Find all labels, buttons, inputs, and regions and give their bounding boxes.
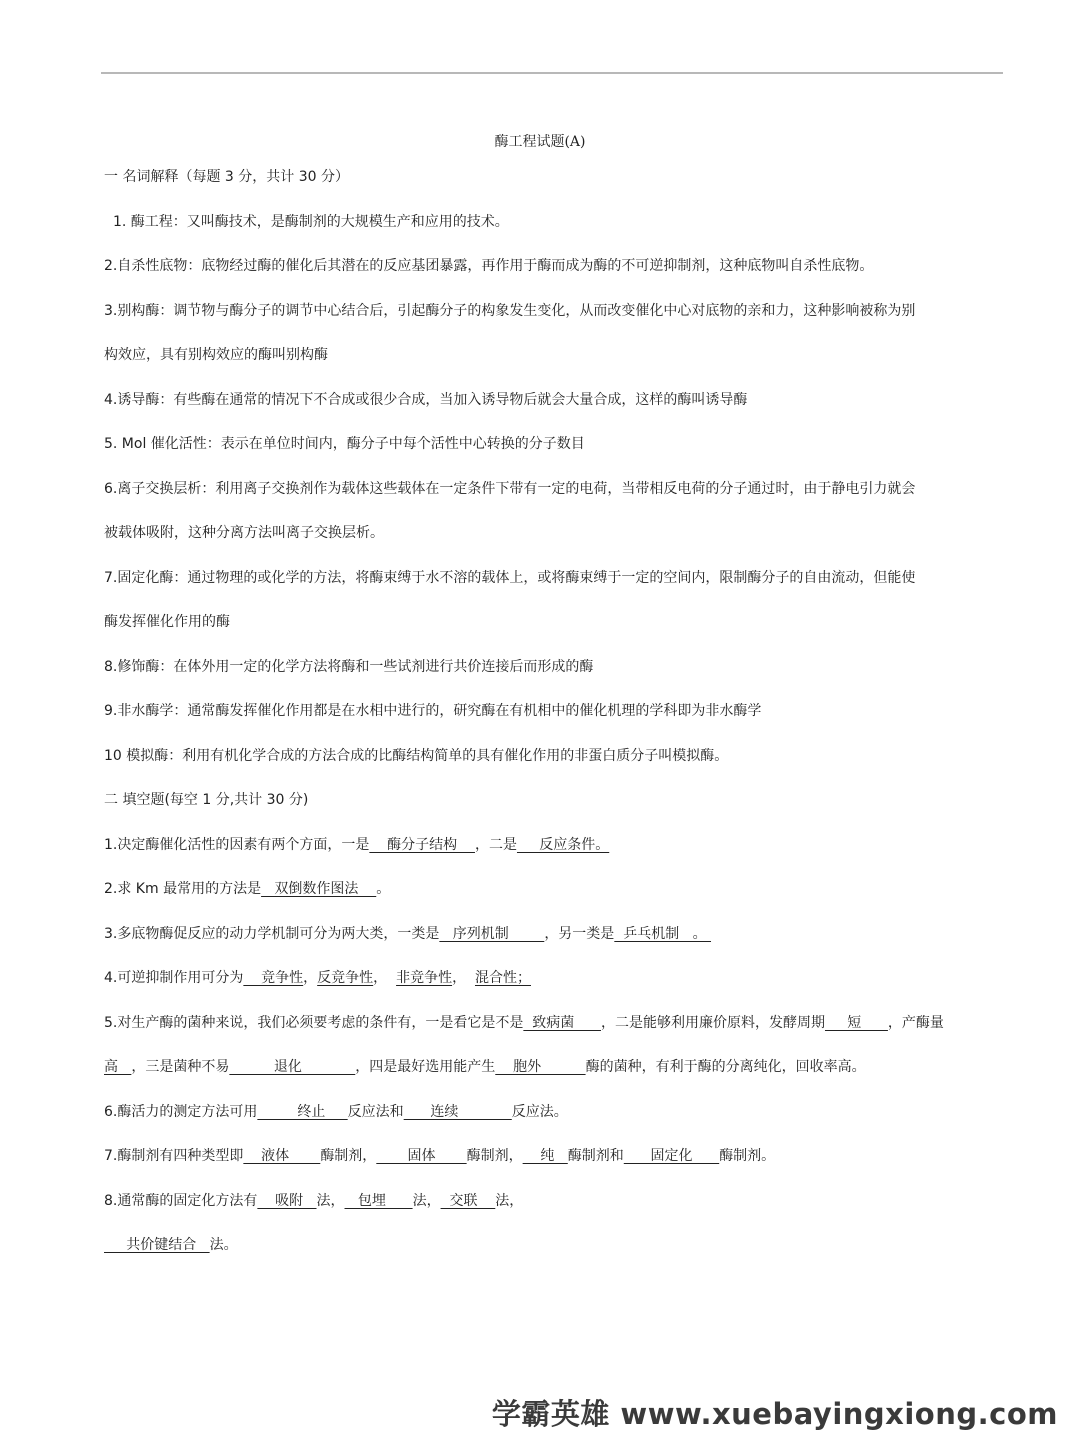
answer-blank: 致病菌 bbox=[523, 1015, 601, 1031]
section-heading-definitions: 一 名词解释（每题 3 分，共计 30 分） bbox=[104, 169, 349, 185]
fill-question-5-line1 bbox=[104, 1013, 1004, 1033]
answer-blank: 混合性； bbox=[474, 970, 531, 986]
fill-question-3 bbox=[104, 924, 1004, 944]
question-text: 酶制剂和 bbox=[567, 1148, 624, 1164]
definition-6-line2: 被载体吸附，这种分离方法叫离子交换层析。 bbox=[104, 525, 384, 541]
answer-blank: 胞外 bbox=[495, 1059, 586, 1075]
question-text: 5.对生产酶的菌种来说，我们必须要考虑的条件有，一是看它是不是 bbox=[104, 1015, 524, 1031]
question-text: 酶制剂， bbox=[320, 1148, 377, 1164]
page-title: 酶工程试题(A) bbox=[494, 134, 586, 150]
site-watermark: 学霸英雄 www.xuebayingxiong.com bbox=[491, 1397, 1058, 1431]
question-text: ，四是最好选用能产生 bbox=[355, 1059, 496, 1075]
definition-1: 1. 酶工程：又叫酶技术，是酶制剂的大规模生产和应用的技术。 bbox=[113, 214, 509, 230]
definition-3-line2: 构效应，具有别构效应的酶叫别构酶 bbox=[104, 347, 328, 363]
question-text: 法， bbox=[495, 1193, 524, 1209]
answer-blank: 高 bbox=[104, 1059, 132, 1075]
fill-question-6 bbox=[104, 1102, 1004, 1122]
question-text: 。 bbox=[376, 881, 391, 897]
question-text: 4.可逆抑制作用可分为 bbox=[104, 970, 244, 986]
question-text: ， bbox=[303, 970, 318, 986]
question-text: 法。 bbox=[209, 1237, 238, 1253]
definition-9: 9.非水酶学：通常酶发挥催化作用都是在水相中进行的，研究酶在有机相中的催化机理的学科即为非水酶学 bbox=[104, 703, 762, 719]
question-text: 2.求 Km 最常用的方法是 bbox=[104, 881, 262, 897]
question-text: 8.通常酶的固定化方法有 bbox=[104, 1193, 258, 1209]
question-text: 7.酶制剂有四种类型即 bbox=[104, 1148, 244, 1164]
answer-blank: 共价键结合 bbox=[104, 1237, 210, 1253]
answer-blank: 非竞争性 bbox=[396, 970, 453, 986]
question-text: 酶制剂， bbox=[466, 1148, 523, 1164]
fill-question-1 bbox=[104, 835, 1004, 855]
definition-7-line2: 酶发挥催化作用的酶 bbox=[104, 614, 230, 630]
question-text: 反应法。 bbox=[511, 1104, 568, 1120]
question-text: 3.多底物酶促反应的动力学机制可分为两大类，一类是 bbox=[104, 926, 440, 942]
question-text: ，二是 bbox=[474, 837, 517, 853]
answer-blank: 乒乓机制 。 bbox=[614, 926, 712, 942]
question-text: ，另一类是 bbox=[544, 926, 615, 942]
section-heading-fill-in: 二 填空题(每空 1 分,共计 30 分) bbox=[104, 792, 309, 808]
answer-blank: 双倒数作图法 bbox=[261, 881, 377, 897]
top-rule bbox=[101, 72, 1003, 74]
question-text: 6.酶活力的测定方法可用 bbox=[104, 1104, 258, 1120]
question-text: 法， bbox=[412, 1193, 441, 1209]
definition-2: 2.自杀性底物：底物经过酶的催化后其潜在的反应基团暴露，再作用于酶而成为酶的不可逆抑制剂，这种底物叫自杀性底物。 bbox=[104, 258, 874, 274]
definition-3-line1: 3.别构酶：调节物与酶分子的调节中心结合后，引起酶分子的构象发生变化，从而改变催化中心对底物的亲和力，这种影响被称为别 bbox=[104, 303, 916, 319]
question-text: 酶制剂。 bbox=[719, 1148, 776, 1164]
answer-blank: 酶分子结构 bbox=[369, 837, 475, 853]
question-text: ，三是菌种不易 bbox=[131, 1059, 230, 1075]
fill-question-2 bbox=[104, 879, 1004, 899]
answer-blank: 吸附 bbox=[257, 1193, 317, 1209]
answer-blank: 固体 bbox=[376, 1148, 467, 1164]
definition-7-line1: 7.固定化酶：通过物理的或化学的方法，将酶束缚于水不溶的载体上，或将酶束缚于一定的空间内，限制酶分子的自由流动，但能使 bbox=[104, 570, 916, 586]
answer-blank: 序列机制 bbox=[439, 926, 545, 942]
answer-blank: 竞争性 bbox=[243, 970, 304, 986]
definition-10: 10 模拟酶：利用有机化学合成的方法合成的比酶结构简单的具有催化作用的非蛋白质分子叫模拟酶。 bbox=[104, 748, 729, 764]
answer-blank: 固定化 bbox=[623, 1148, 720, 1164]
answer-blank: 反竞争性 bbox=[317, 970, 374, 986]
answer-blank: 交联 bbox=[440, 1193, 496, 1209]
answer-blank: 短 bbox=[824, 1015, 888, 1031]
fill-question-7 bbox=[104, 1146, 1004, 1166]
fill-question-8-line1 bbox=[104, 1191, 1004, 1211]
question-text: ，二是能够利用廉价原料，发酵周期 bbox=[600, 1015, 825, 1031]
answer-blank: 包埋 bbox=[344, 1193, 413, 1209]
question-text: 酶的菌种，有利于酶的分离纯化，回收率高。 bbox=[585, 1059, 866, 1075]
fill-question-4 bbox=[104, 968, 1004, 988]
definition-8: 8.修饰酶：在体外用一定的化学方法将酶和一些试剂进行共价连接后而形成的酶 bbox=[104, 659, 594, 675]
question-text: 法， bbox=[316, 1193, 345, 1209]
answer-blank: 退化 bbox=[229, 1059, 356, 1075]
answer-blank: 连续 bbox=[403, 1104, 512, 1120]
definition-4: 4.诱导酶：有些酶在通常的情况下不合成或很少合成，当加入诱导物后就会大量合成，这样的酶叫诱导酶 bbox=[104, 392, 748, 408]
answer-blank: 纯 bbox=[522, 1148, 568, 1164]
fill-question-5-line2 bbox=[104, 1057, 1004, 1077]
definition-5: 5. Mol 催化活性：表示在单位时间内，酶分子中每个活性中心转换的分子数目 bbox=[104, 436, 585, 452]
answer-blank: 液体 bbox=[243, 1148, 321, 1164]
question-text: ，产酶量 bbox=[887, 1015, 944, 1031]
answer-blank: 终止 bbox=[257, 1104, 348, 1120]
question-text: 反应法和 bbox=[347, 1104, 404, 1120]
definition-6-line1: 6.离子交换层析：利用离子交换剂作为载体这些载体在一定条件下带有一定的电荷，当带相反电荷的分子通过时，由于静电引力就会 bbox=[104, 481, 916, 497]
fill-question-8-line2 bbox=[104, 1235, 1004, 1255]
answer-blank: 反应条件。 bbox=[516, 837, 610, 853]
question-text: ， bbox=[452, 970, 475, 986]
question-text: 1.决定酶催化活性的因素有两个方面，一是 bbox=[104, 837, 370, 853]
question-text: ， bbox=[373, 970, 397, 986]
